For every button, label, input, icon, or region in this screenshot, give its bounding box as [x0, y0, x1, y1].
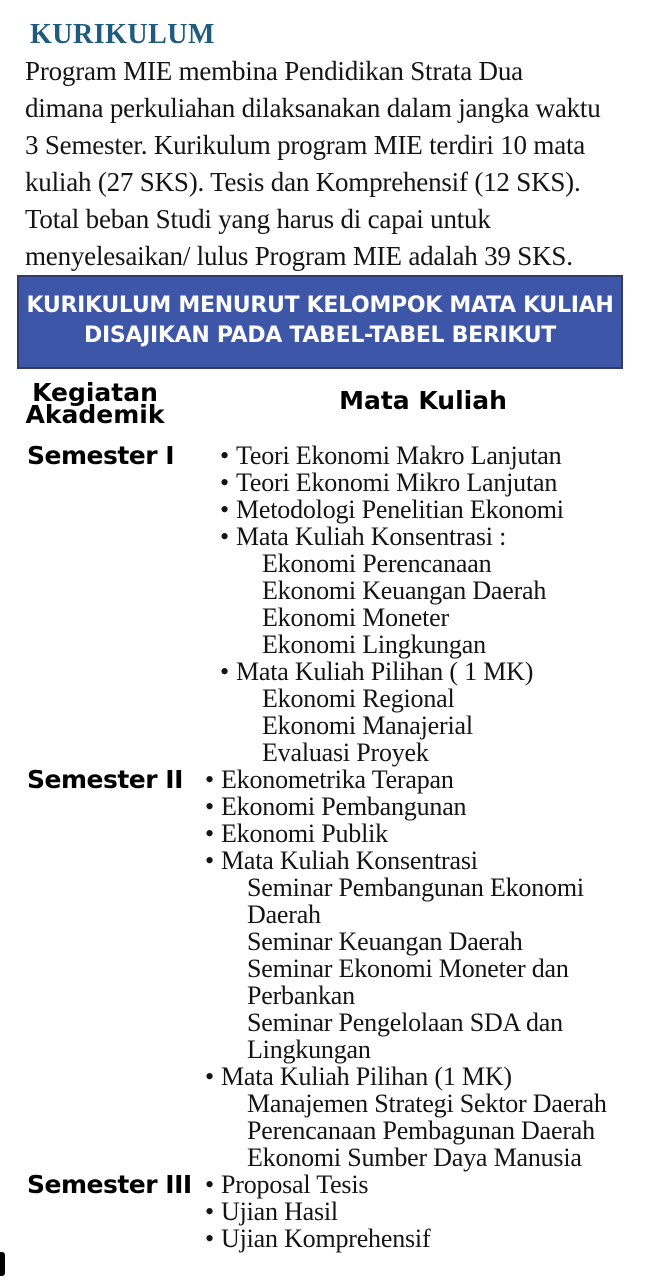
course-item: • Mata Kuliah Pilihan ( 1 MK) — [220, 657, 534, 686]
course-item: • Teori Ekonomi Mikro Lanjutan — [220, 468, 558, 497]
course-item: • Ekonomi Pembangunan — [205, 792, 467, 821]
course-subitem: Ekonomi Manajerial — [262, 711, 473, 740]
course-subitem: Seminar Pembangunan Ekonomi Daerah — [247, 873, 584, 929]
column-header-kegiatan-akademik — [0, 378, 200, 429]
course-item: • Mata Kuliah Konsentrasi — [205, 846, 478, 875]
bullet-icon: • — [220, 657, 229, 686]
left-edge-print-artifact — [0, 1252, 5, 1276]
column-header-mata-kuliah: Mata Kuliah — [339, 386, 507, 415]
course-list — [200, 766, 646, 1171]
column-header-line: Akademik — [25, 400, 165, 429]
course-subitem: Perencanaan Pembagunan Daerah — [247, 1116, 595, 1145]
bullet-icon: • — [205, 1062, 214, 1091]
bullet-icon: • — [220, 495, 229, 524]
course-item: • Ujian Komprehensif — [205, 1224, 431, 1253]
course-subitem: Ekonomi Regional — [262, 684, 455, 713]
course-item: • Metodologi Penelitian Ekonomi — [220, 495, 564, 524]
intro-paragraph — [0, 52, 646, 275]
course-subitem: Ekonomi Keuangan Daerah — [262, 576, 547, 605]
bullet-icon: • — [205, 1197, 214, 1226]
course-subitem: Ekonomi Sumber Daya Manusia — [247, 1143, 582, 1172]
course-item: • Ujian Hasil — [205, 1197, 338, 1226]
intro-line: Total beban Studi yang harus di capai untuk — [25, 204, 491, 234]
bullet-icon: • — [220, 522, 229, 551]
course-subitem: Ekonomi Perencanaan — [262, 549, 492, 578]
course-subitem: Evaluasi Proyek — [262, 738, 429, 767]
course-subitem: Seminar Ekonomi Moneter dan Perbankan — [247, 954, 569, 1010]
bullet-icon: • — [220, 468, 229, 497]
intro-line: kuliah (27 SKS). Tesis dan Komprehensif (12 SKS). — [25, 167, 581, 197]
bullet-icon: • — [220, 441, 229, 470]
course-item: • Ekonometrika Terapan — [205, 765, 454, 794]
bullet-icon: • — [205, 765, 214, 794]
intro-line: dimana perkuliahan dilaksanakan dalam jangka waktu — [25, 93, 601, 123]
course-item: • Ekonomi Publik — [205, 819, 388, 848]
intro-line: menyelesaikan/ lulus Program MIE adalah 39 SKS. — [25, 241, 573, 271]
table-row — [0, 442, 646, 766]
intro-line: 3 Semester. Kurikulum program MIE terdiri 10 mata — [25, 130, 586, 160]
bullet-icon: • — [205, 819, 214, 848]
course-list — [200, 442, 646, 766]
course-subitem: Seminar Pengelolaan SDA dan Lingkungan — [247, 1008, 563, 1064]
bullet-icon: • — [205, 846, 214, 875]
page-title: KURIKULUM — [30, 19, 215, 50]
banner-line-1: KURIKULUM MENURUT KELOMPOK MATA KULIAH — [26, 293, 614, 318]
banner-line-2: DISAJIKAN PADA TABEL-TABEL BERIKUT — [83, 323, 556, 348]
semester-label: Semester I — [27, 441, 175, 470]
course-item: • Teori Ekonomi Makro Lanjutan — [220, 441, 562, 470]
course-item: • Mata Kuliah Konsentrasi : — [220, 522, 507, 551]
course-list — [200, 1171, 646, 1252]
table-header — [0, 378, 646, 429]
semester-label: Semester II — [27, 765, 183, 794]
table-row — [0, 1171, 646, 1252]
bullet-icon: • — [205, 1224, 214, 1253]
table-row — [0, 766, 646, 1171]
course-item: • Proposal Tesis — [205, 1170, 369, 1199]
course-subitem: Seminar Keuangan Daerah — [247, 927, 523, 956]
table-rows — [0, 442, 646, 1252]
intro-line: Program MIE membina Pendidikan Strata Dua — [25, 56, 523, 86]
course-item: • Mata Kuliah Pilihan (1 MK) — [205, 1062, 512, 1091]
course-subitem: Ekonomi Lingkungan — [262, 630, 486, 659]
section-banner — [17, 275, 623, 369]
course-subitem: Manajemen Strategi Sektor Daerah — [247, 1089, 607, 1118]
column-header-line: Kegiatan — [32, 378, 158, 407]
bullet-icon: • — [205, 1170, 214, 1199]
bullet-icon: • — [205, 792, 214, 821]
course-subitem: Ekonomi Moneter — [262, 603, 449, 632]
semester-label: Semester III — [27, 1170, 192, 1199]
